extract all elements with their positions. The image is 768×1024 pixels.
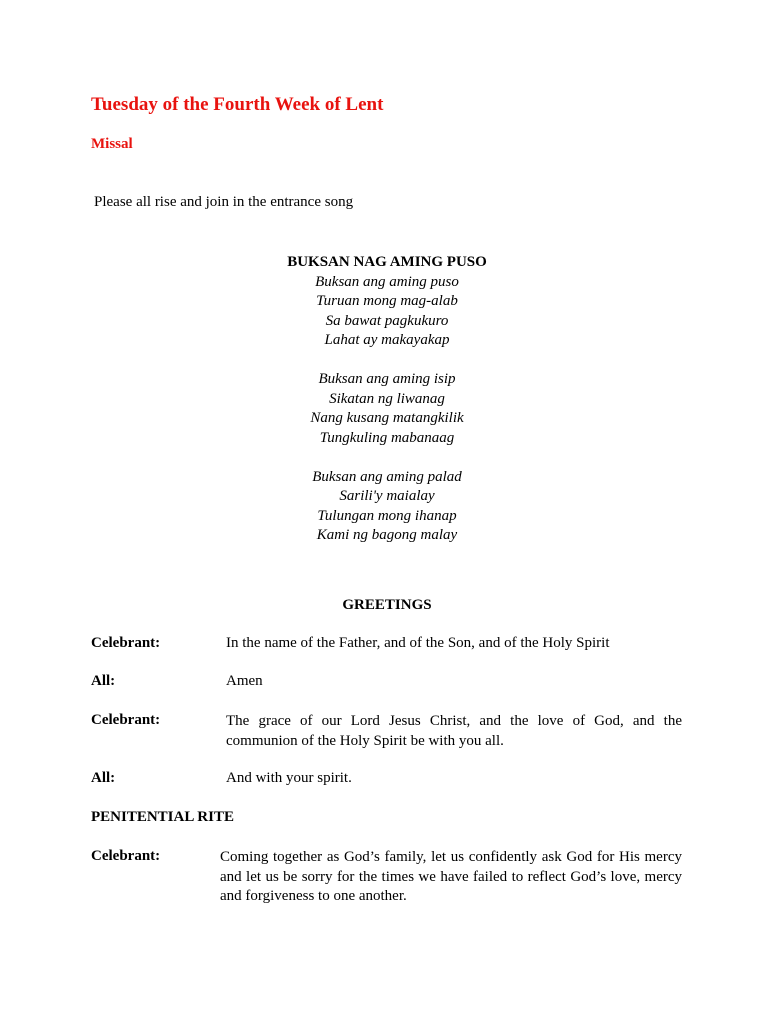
speaker-label: Celebrant: bbox=[91, 848, 161, 864]
song-stanza-2 bbox=[0, 370, 768, 448]
greetings-heading: GREETINGS bbox=[342, 597, 432, 613]
entrance-song bbox=[0, 253, 768, 546]
song-line: Sikatan ng liwanag bbox=[329, 390, 445, 407]
speaker-label: Celebrant: bbox=[91, 635, 161, 651]
response-text: In the name of the Father, and of the Son, and of the Holy Spirit bbox=[226, 635, 610, 651]
song-line: Lahat ay makayakap bbox=[324, 332, 450, 348]
song-line: Buksan ang aming isip bbox=[318, 371, 456, 387]
response-text: The grace of our Lord Jesus Christ, and the love of God, and the communion of the Holy Spirit be with you all. bbox=[226, 713, 682, 749]
song-line: Turuan mong mag-alab bbox=[316, 293, 458, 309]
song-line: Buksan ang aming puso bbox=[315, 273, 459, 290]
speaker-label: All: bbox=[91, 673, 116, 689]
song-line: Sa bawat pagkukuro bbox=[325, 312, 449, 329]
entrance-instruction: Please all rise and join in the entrance song bbox=[94, 194, 354, 210]
song-line: Kami ng bagong malay bbox=[316, 527, 458, 543]
page-title: Tuesday of the Fourth Week of Lent bbox=[91, 94, 384, 115]
speaker-label: All: bbox=[91, 770, 116, 786]
song-title: BUKSAN NAG AMING PUSO bbox=[287, 254, 487, 270]
song-stanza-1 bbox=[0, 273, 768, 351]
song-line: Buksan ang aming palad bbox=[312, 468, 462, 485]
penitential-heading: PENITENTIAL RITE bbox=[91, 809, 234, 825]
song-line: Tulungan mong ihanap bbox=[317, 507, 457, 524]
song-stanza-3 bbox=[0, 468, 768, 546]
response-text: Amen bbox=[226, 673, 263, 689]
speaker-label: Celebrant: bbox=[91, 712, 161, 728]
page-subtitle: Missal bbox=[91, 136, 133, 152]
response-text: And with your spirit. bbox=[226, 770, 352, 786]
penitential-text: Coming together as God’s family, let us confidently ask God for His mercy and let us be sorry for the times we have failed to reflect God’s love, mercy and forgiveness to one another. bbox=[220, 849, 682, 904]
song-line: Tungkuling mabanaag bbox=[319, 429, 455, 446]
song-line: Sarili'y maialay bbox=[339, 488, 435, 504]
song-line: Nang kusang matangkilik bbox=[310, 410, 464, 426]
